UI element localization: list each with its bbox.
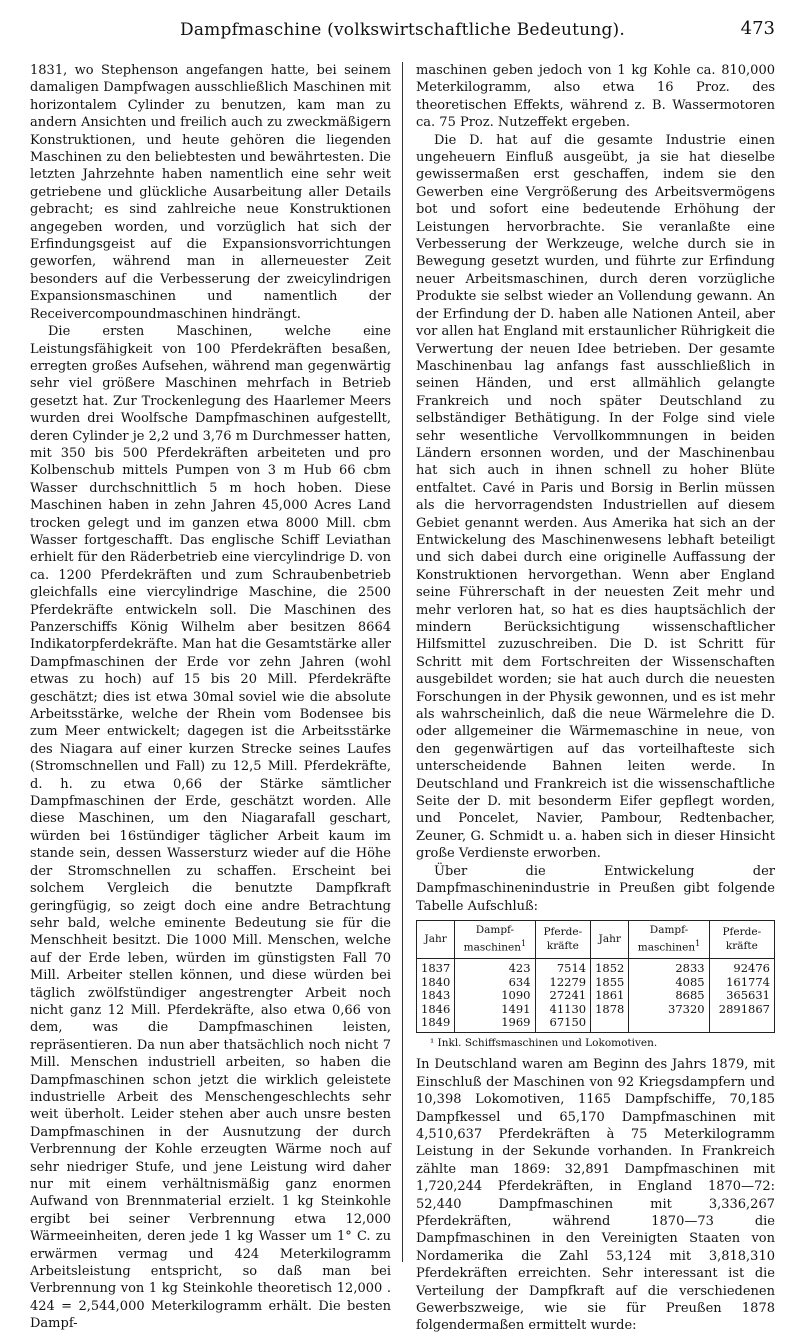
column-divider bbox=[402, 62, 403, 1262]
table-row bbox=[417, 1016, 775, 1032]
column-header: Dampf-maschinen$^1$ bbox=[629, 920, 709, 959]
column-header: Jahr bbox=[417, 920, 455, 959]
table-row bbox=[417, 989, 775, 1003]
column-header: Pferde-kräfte bbox=[709, 920, 774, 959]
table-header-row bbox=[417, 920, 775, 959]
table-row bbox=[417, 976, 775, 990]
right-column bbox=[416, 62, 775, 1335]
table-cell: 4085 bbox=[629, 976, 709, 990]
table-cell: 1878 bbox=[591, 1003, 629, 1017]
table-cell bbox=[629, 1016, 709, 1032]
page-number: 473 bbox=[740, 18, 775, 39]
paragraph: Die D. hat auf die gesamte Industrie einen ungeheuern Einfluß ausgeübt, ja sie hat dieselbe gewissermaßen erst geschaffen, indem sie den Gewerben eine Vergrößerung des Arbeitsvermögens bot und sofort eine bedeutende Erhöhung der Leistungen hervorbrachte. Sie veranlaßte eine Verbesserung der Werkzeuge, welche durch sie in Bewegung gesetzt wurden, und führte zur Erfindung neuer Arbeitsmaschinen, durch deren vorzügliche Produkte sie selbst wieder an Vollendung gewann. An der Erfindung der D. haben alle Nationen Anteil, aber vor allen hat England mit erstaunlicher Rührigkeit die Verwertung der neuen Idee betrieben. Der gesamte Maschinenbau lag anfangs fast ausschließlich in seinen Händen, und erst allmählich gelangte Frankreich und noch später Deutschland zu selbständiger Bethätigung. In der Folge sind viele sehr wesentliche Vervollkommnungen in beiden Ländern ersonnen worden, und der Maschinenbau hat sich auch in ihnen schnell zu hoher Blüte entfaltet. Cavé in Paris und Borsig in Berlin müssen als die hervorragendsten Industriellen auf diesem Gebiet genannt werden. Aus Amerika hat sich an der Entwickelung des Maschinenwesens lebhaft beteiligt und sich dabei durch eine originelle Auffassung der Konstruktionen hervorgethan. Wenn aber England seine Führerschaft in der neuesten Zeit mehr und mehr verloren hat, so hat es dies hauptsächlich der mindern Berücksichtigung wissenschaftlicher Hilfsmittel zuzuschreiben. Die D. ist Schritt für Schritt mit dem Fortschreiten der Wissenschaften ausgebildet worden; sie hat auch durch die neuesten Forschungen in der Physik gewonnen, und es ist mehr als wahrscheinlich, daß die neue Wärmelehre die D. oder allgemeiner die Wärmemaschine in neue, von den gegenwärtigen auf das vorteilhafteste sich unterscheidende Bahnen leiten werde. In Deutschland und Frankreich ist die wissenschaftliche Seite der D. mit besonderm Eifer gepflegt worden, und Poncelet, Navier, Pambour, Redtenbacher, Zeuner, G. Schmidt u. a. haben sich in dieser Hinsicht große Verdienste erworben. bbox=[416, 132, 775, 862]
table-cell: 365631 bbox=[709, 989, 774, 1003]
table-cell: 423 bbox=[455, 959, 535, 976]
table-row bbox=[417, 1003, 775, 1017]
paragraph: Über die Entwickelung der Dampfmaschinenindustrie in Preußen gibt folgende Tabelle Aufschluß: bbox=[416, 863, 775, 914]
steam-engine-table bbox=[416, 920, 775, 1052]
table-cell: 161774 bbox=[709, 976, 774, 990]
table-cell: 1846 bbox=[417, 1003, 455, 1017]
running-head: Dampfmaschine (volkswirtschaftliche Bedeutung). bbox=[180, 20, 625, 40]
table-cell: 67150 bbox=[535, 1016, 591, 1032]
column-header: Jahr bbox=[591, 920, 629, 959]
table-cell bbox=[709, 1016, 774, 1032]
table-cell: 1840 bbox=[417, 976, 455, 990]
table-cell: 1852 bbox=[591, 959, 629, 976]
page-header bbox=[30, 14, 775, 48]
paragraph: Die ersten Maschinen, welche eine Leistungsfähigkeit von 100 Pferdekräften besaßen, erregten großes Aufsehen, während man gegenwärtig sehr viel größere Maschinen mehrfach in Betrieb gesetzt hat. Zur Trockenlegung des Haarlemer Meers wurden drei Woolfsche Dampfmaschinen aufgestellt, deren Cylinder je 2,2 und 3,76 m Durchmesser hatten, mit 350 bis 500 Pferdekräften arbeiteten und pro Kolbenschub mittels Pumpen von 3 m Hub 66 cbm Wasser durchschnittlich 5 m hoch hoben. Diese Maschinen haben in zehn Jahren 45,000 Acres Land trocken gelegt und im ganzen etwa 8000 Mill. cbm Wasser fortgeschafft. Das englische Schiff Leviathan erhielt für den Räderbetrieb eine viercylindrige D. von ca. 1200 Pferdekräften und zum Schraubenbetrieb gleichfalls eine viercylindrige Maschine, die 2500 Pferdekräfte entwickeln soll. Die Maschinen des Panzerschiffs König Wilhelm aber besitzen 8664 Indikatorpferdekräfte. Man hat die Gesamtstärke aller Dampfmaschinen der Erde vor zehn Jahren (wohl etwas zu hoch) auf 15 bis 20 Mill. Pferdekräfte geschätzt; dies ist etwa 30mal soviel wie die absolute Arbeitsstärke, welche der Rhein vom Bodensee bis zum Meer entwickelt; dagegen ist die Arbeitsstärke des Niagara auf einer kurzen Strecke seines Laufes (Stromschnellen und Fall) zu 12,5 Mill. Pferdekräfte, d. h. zu etwa 0,66 der Stärke sämtlicher Dampfmaschinen der Erde, geschätzt worden. Alle diese Maschinen, um den Niagarafall geschart, würden bei 16stündiger täglicher Arbeit kaum im stande sein, dessen Wassersturz wieder auf die Höhe der Stromschnellen zu schaffen. Erscheint bei solchem Vergleich die benutzte Dampfkraft geringfügig, so zeigt doch eine andre Betrachtung sehr bald, welche eminente Bedeutung sie für die Menschheit besitzt. Die 1000 Mill. Menschen, welche auf der Erde leben, würden im günstigsten Fall 70 Mill. Arbeiter stellen können, und diese würden bei täglich zwölfstündiger angestrengter Arbeit noch nicht ganz 12 Mill. Pferdekräfte, also etwa 0,66 von dem, was die Dampfmaschinen leisten, repräsentieren. Da nun aber thatsächlich noch nicht 7 Mill. Menschen industriell arbeiten, so haben die Dampfmaschinen schon jetzt die wirklich geleistete industrielle Arbeit des Menschengeschlechts sehr weit überholt. Leider stehen aber auch unsre besten Dampfmaschinen in der Ausnutzung der durch Verbrennung der Kohle erzeugten Wärme noch auf sehr niedriger Stufe, und jene Leistung wird daher nur mit einem verhältnismäßig ganz enormen Aufwand von Brennmaterial erzielt. 1 kg Steinkohle ergibt bei seiner Verbrennung etwa 12,000 Wärmeeinheiten, deren jede 1 kg Wasser um 1° C. zu erwärmen vermag und 424 Meterkilogramm Arbeitsleistung entspricht, so daß man bei Verbrennung von 1 kg Steinkohle theoretisch 12,000 . 424 = 2,544,000 Meterkilogramm erhält. Die besten Dampf- bbox=[30, 324, 392, 1332]
table-cell: 1090 bbox=[455, 989, 535, 1003]
table-cell: 1855 bbox=[591, 976, 629, 990]
table-footnote: ¹ Inkl. Schiffsmaschinen und Lokomotiven. bbox=[430, 1036, 658, 1049]
table-cell: 2833 bbox=[629, 959, 709, 976]
table-cell: 8685 bbox=[629, 989, 709, 1003]
statistics-table bbox=[416, 920, 775, 1033]
paragraph: 1831, wo Stephenson angefangen hatte, bei seinem damaligen Dampfwagen ausschließlich Maschinen mit horizontalem Cylinder zu benutzen, kam man zu andern Ansichten und freilich auch zu zweckmäßigern Konstruktionen, und heute gehören die liegenden Maschinen zu den beliebtesten und bewährtesten. Die letzten Jahrzehnte haben namentlich eine sehr weit getriebene und glückliche Ausarbeitung aller Details gebracht; es sind zahlreiche neue Konstruktionen angegeben worden, und vorzüglich hat sich der Erfindungsgeist auf die Expansionsvorrichtungen geworfen, während man in allerneuester Zeit besonders auf die Verbesserung der zweicylindrigen Expansionsmaschinen und namentlich der Receivercompoundmaschinen hindrängt. bbox=[30, 63, 391, 322]
table-cell: 92476 bbox=[709, 959, 774, 976]
table-cell: 1849 bbox=[417, 1016, 455, 1032]
table-cell: 12279 bbox=[535, 976, 591, 990]
table-cell: 1491 bbox=[455, 1003, 535, 1017]
table-cell: 634 bbox=[455, 976, 535, 990]
table-cell: 7514 bbox=[535, 959, 591, 976]
table-cell: 1843 bbox=[417, 989, 455, 1003]
table-cell: 1969 bbox=[455, 1016, 535, 1032]
paragraph: maschinen geben jedoch von 1 kg Kohle ca. 810,000 Meterkilogramm, also etwa 16 Proz. des theoretischen Effekts, während z. B. Wassermotoren ca. 75 Proz. Nutzeffekt ergeben. bbox=[416, 63, 775, 131]
table-cell bbox=[591, 1016, 629, 1032]
table-cell: 27241 bbox=[535, 989, 591, 1003]
table-cell: 2891867 bbox=[709, 1003, 774, 1017]
paragraph: In Deutschland waren am Beginn des Jahrs 1879, mit Einschluß der Maschinen von 92 Kriegsdampfern und 10,398 Lokomotiven, 1165 Dampfschiffe, 70,185 Dampfkessel und 65,170 Dampfmaschinen mit 4,510,637 Pferdekräften à 75 Meterkilogramm Leistung in der Sekunde vorhanden. In Frankreich zählte man 1869: 32,891 Dampfmaschinen mit 1,720,244 Pferdekräften, in England 1870—72: 52,440 Dampfmaschinen mit 3,336,267 Pferdekräften, während 1870—73 die Dampfmaschinen in den Vereinigten Staaten von Nordamerika die Zahl 53,124 mit 3,818,310 Pferdekräften erreichten. Sehr interessant ist die Verteilung der Dampfkraft auf die verschiedenen Gewerbszweige, wie sie für Preußen 1878 folgendermaßen ermittelt wurde: bbox=[416, 1057, 775, 1334]
table-cell: 1861 bbox=[591, 989, 629, 1003]
left-column bbox=[30, 62, 391, 1333]
column-header: Pferde-kräfte bbox=[535, 920, 591, 959]
table-cell: 41130 bbox=[535, 1003, 591, 1017]
table-cell: 37320 bbox=[629, 1003, 709, 1017]
column-header: Dampf-maschinen$^1$ bbox=[455, 920, 535, 959]
table-cell: 1837 bbox=[417, 959, 455, 976]
table-row bbox=[417, 959, 775, 976]
